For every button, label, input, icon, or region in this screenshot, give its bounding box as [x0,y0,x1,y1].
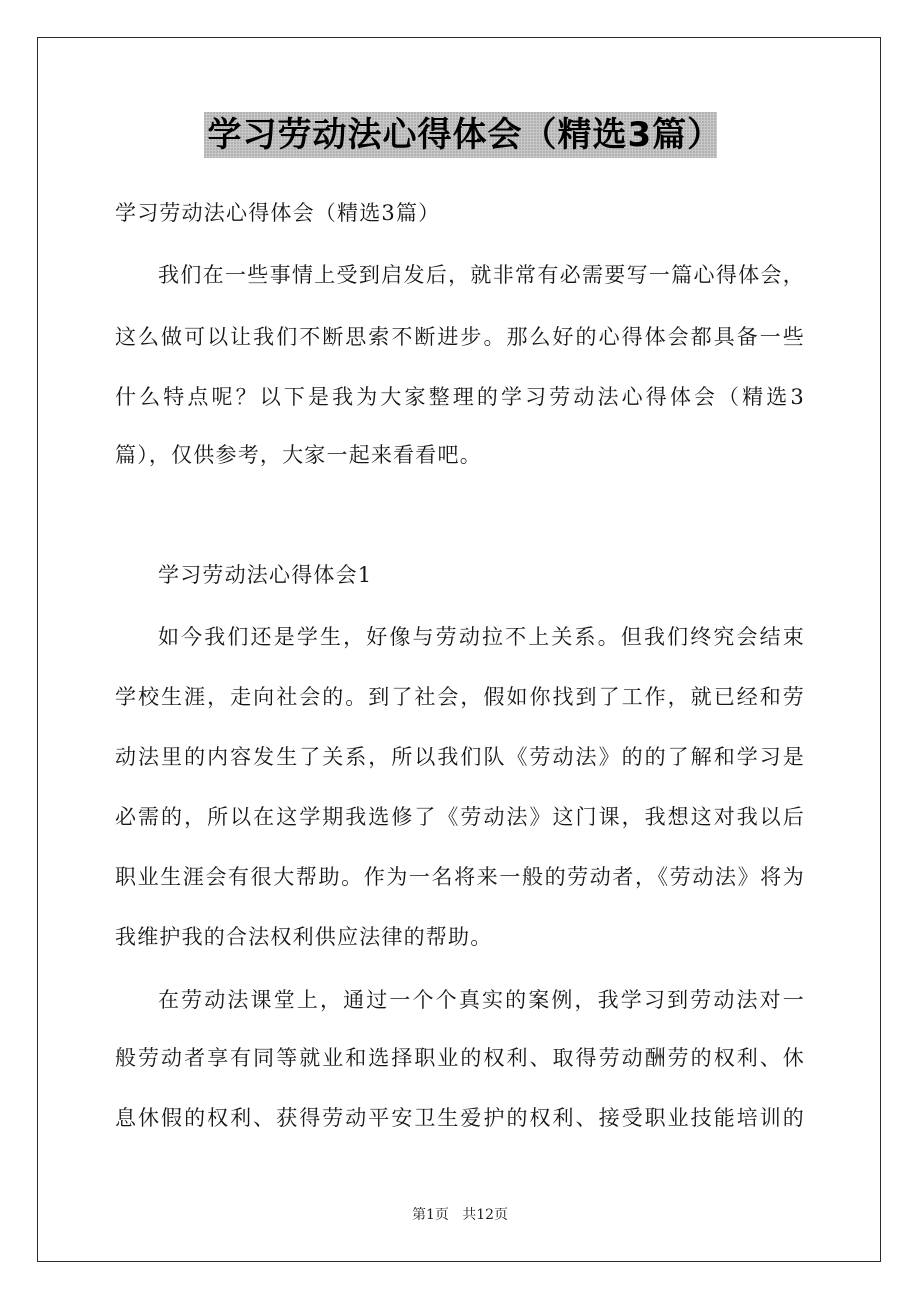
paragraph-line: 般劳动者享有同等就业和选择职业的权利、取得劳动酬劳的权利、休 [115,1046,805,1070]
intro-line: 篇），仅供参考，大家一起来看看吧。 [115,443,482,467]
page-indicator: 第1页 共12页 [411,1207,509,1223]
paragraph-line: 学校生涯，走向社会的。到了社会，假如你找到了工作，就已经和劳 [115,685,805,709]
intro-line: 这么做可以让我们不断思索不断进步。那么好的心得体会都具备一些 [115,325,805,349]
document-title: 学习劳动法心得体会（精选3篇） [204,112,717,158]
paragraph-line: 息休假的权利、获得劳动平安卫生爱护的权利、接受职业技能培训的 [115,1106,805,1130]
intro-line: 什么特点呢？以下是我为大家整理的学习劳动法心得体会（精选3 [115,385,805,409]
paragraph-line: 在劳动法课堂上，通过一个个真实的案例，我学习到劳动法对一 [158,988,805,1012]
intro-line: 我们在一些事情上受到启发后，就非常有必需要写一篇心得体会， [158,263,805,287]
paragraph-line: 职业生涯会有很大帮助。作为一名将来一般的劳动者，《劳动法》将为 [115,865,805,889]
document-subtitle: 学习劳动法心得体会（精选3篇） [115,201,441,225]
paragraph-line: 我维护我的合法权利供应法律的帮助。 [115,925,493,949]
paragraph-line: 动法里的内容发生了关系，所以我们队《劳动法》的的了解和学习是 [115,745,805,769]
paragraph-line: 必需的，所以在这学期我选修了《劳动法》这门课，我想这对我以后 [115,805,805,829]
paragraph-line: 如今我们还是学生，好像与劳动拉不上关系。但我们终究会结束 [158,625,805,649]
section-heading: 学习劳动法心得体会1 [158,563,373,587]
title-container [0,112,920,158]
